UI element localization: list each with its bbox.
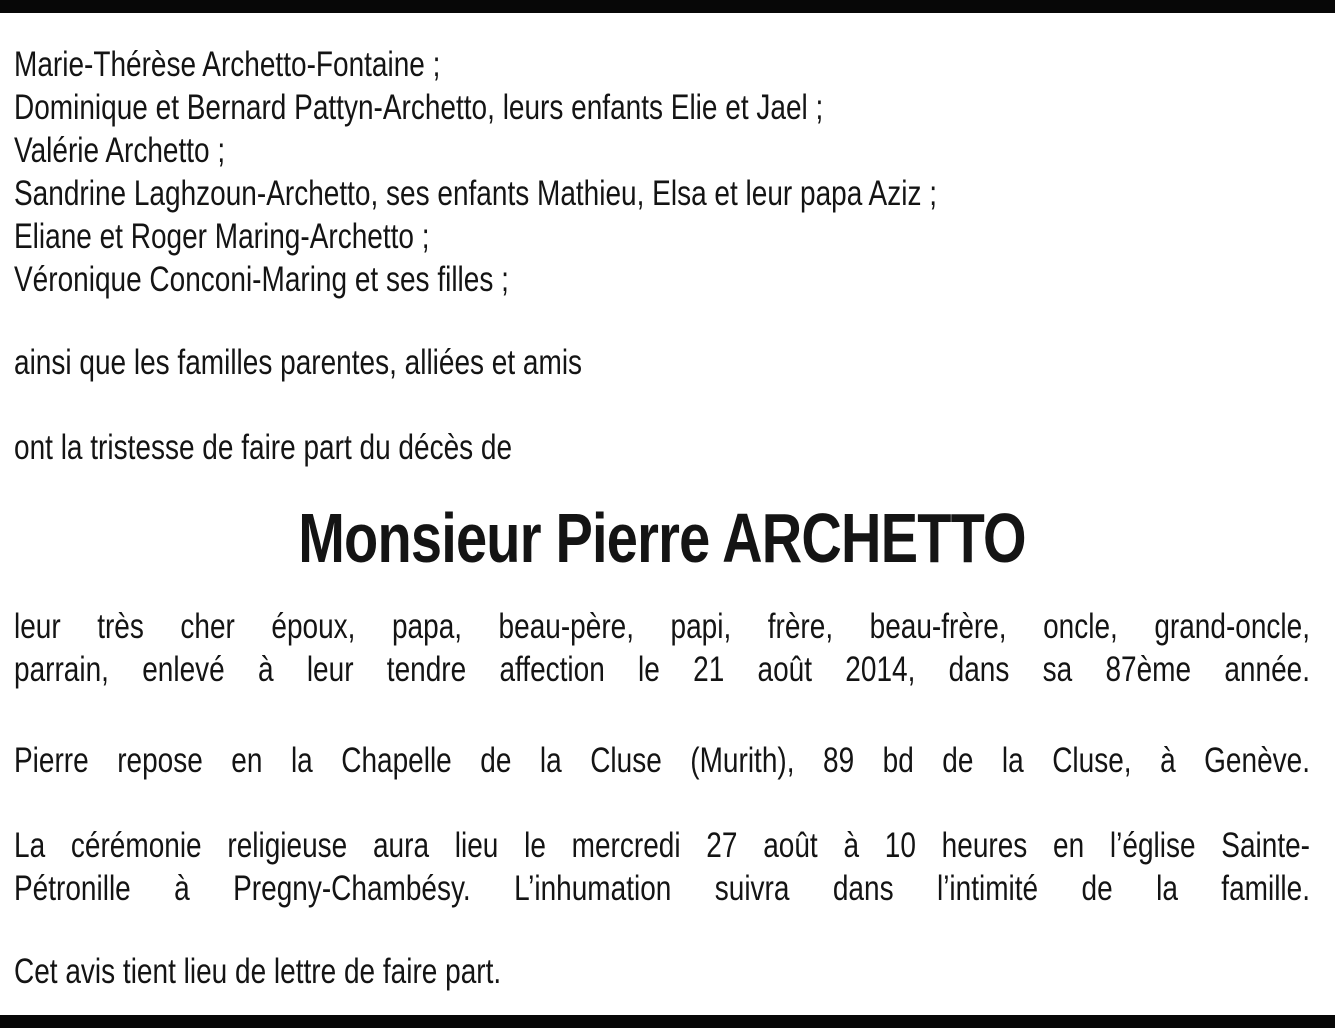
ceremony-line: La cérémonie religieuse aura lieu le mercredi 27 août à 10 heures en l’église Sainte- (14, 826, 1310, 865)
ceremony-line: Pétronille à Pregny-Chambésy. L’inhumation suivra dans l’intimité de la famille. (14, 869, 1310, 908)
tribute-paragraph (14, 605, 1310, 691)
announcement-line: ont la tristesse de faire part du décès de (14, 428, 513, 467)
family-name-line: Sandrine Laghzoun-Archetto, ses enfants Mathieu, Elsa et leur papa Aziz ; (14, 174, 938, 213)
family-name-line: Valérie Archetto ; (14, 131, 226, 170)
family-name-line: Eliane et Roger Maring-Archetto ; (14, 217, 430, 256)
tribute-line: leur très cher époux, papa, beau-père, papi, frère, beau-frère, oncle, grand-oncle, (14, 607, 1310, 646)
bottom-border-bar (0, 1015, 1335, 1028)
families-and-friends-line: ainsi que les familles parentes, alliées et amis (14, 343, 583, 382)
deceased-name: Monsieur Pierre ARCHETTO (298, 499, 1026, 577)
top-border-bar (0, 0, 1335, 13)
ceremony-paragraph (14, 824, 1310, 910)
family-name-line: Marie-Thérèse Archetto-Fontaine ; (14, 45, 441, 84)
notice-text-column (14, 43, 1310, 993)
tribute-line: parrain, enlevé à leur tendre affection le 21 août 2014, dans sa 87ème année. (14, 650, 1310, 689)
family-names-list (14, 43, 1310, 301)
closing-line: Cet avis tient lieu de lettre de faire part. (14, 952, 502, 991)
notice-content (14, 13, 1310, 993)
family-name-line: Véronique Conconi-Maring et ses filles ; (14, 260, 509, 299)
family-name-line: Dominique et Bernard Pattyn-Archetto, leurs enfants Elie et Jael ; (14, 88, 824, 127)
repose-location-line: Pierre repose en la Chapelle de la Cluse (Murith), 89 bd de la Cluse, à Genève. (14, 741, 1310, 780)
